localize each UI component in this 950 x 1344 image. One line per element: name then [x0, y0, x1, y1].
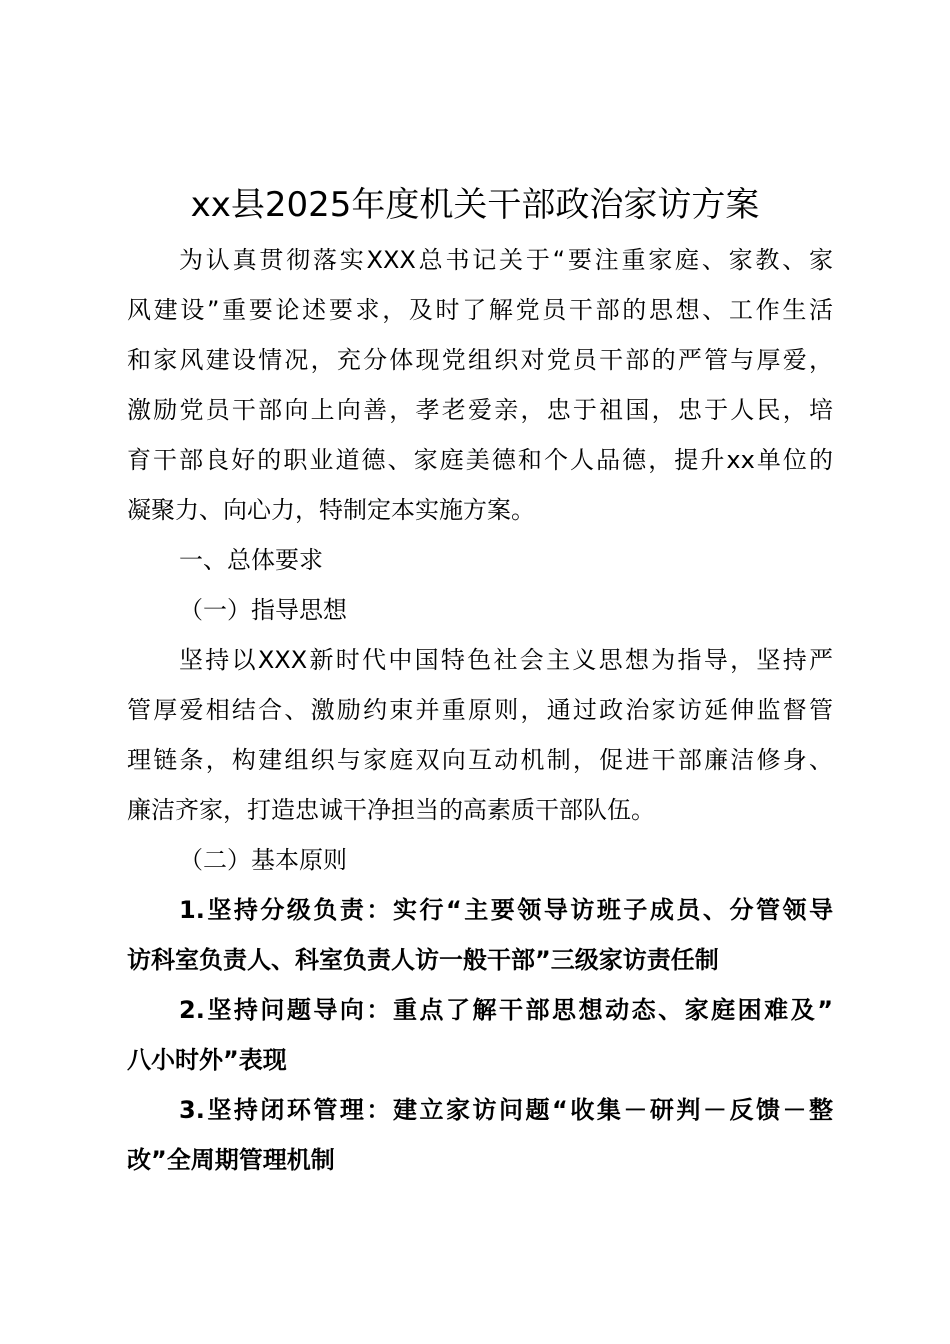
subsection-heading: （一）指导思想 [179, 596, 347, 624]
document-title: xx县2025年度机关干部政治家访方案 [190, 185, 760, 225]
section-heading: 一、总体要求 [179, 546, 323, 574]
document-body [127, 235, 833, 1185]
principle-item [127, 1085, 833, 1185]
text-line: 1.坚持分级负责：实行“主要领导访班子成员、分管领导 [179, 896, 833, 924]
principle-item [127, 985, 833, 1085]
text-line: 育干部良好的职业道德、家庭美德和个人品德，提升xx单位的 [127, 446, 833, 474]
subsection-heading: （二）基本原则 [179, 846, 347, 874]
text-line: 和家风建设情况，充分体现党组织对党员干部的严管与厚爱， [127, 346, 833, 374]
text-line: 激励党员干部向上向善，孝老爱亲，忠于祖国，忠于人民，培 [127, 396, 833, 424]
text-line: 风建设”重要论述要求，及时了解党员干部的思想、工作生活 [127, 296, 833, 324]
text-line: 凝聚力、向心力，特制定本实施方案。 [127, 496, 535, 524]
text-line: 理链条，构建组织与家庭双向互动机制，促进干部廉洁修身、 [127, 746, 833, 774]
text-line: 坚持以XXX新时代中国特色社会主义思想为指导，坚持严 [179, 646, 833, 674]
text-line: 为认真贯彻落实XXX总书记关于“要注重家庭、家教、家 [179, 246, 833, 274]
text-line: 改”全周期管理机制 [127, 1146, 335, 1174]
text-line: 八小时外”表现 [127, 1046, 287, 1074]
text-line: 访科室负责人、科室负责人访一般干部”三级家访责任制 [127, 946, 719, 974]
text-line: 廉洁齐家，打造忠诚干净担当的高素质干部队伍。 [127, 796, 655, 824]
text-line: 管厚爱相结合、激励约束并重原则，通过政治家访延伸监督管 [127, 696, 833, 724]
intro-paragraph [127, 235, 833, 535]
guiding-thought-paragraph [127, 635, 833, 835]
principle-item [127, 885, 833, 985]
text-line: 3.坚持闭环管理：建立家访问题“收集－研判－反馈－整 [179, 1096, 833, 1124]
text-line: 2.坚持问题导向：重点了解干部思想动态、家庭困难及” [179, 996, 833, 1024]
